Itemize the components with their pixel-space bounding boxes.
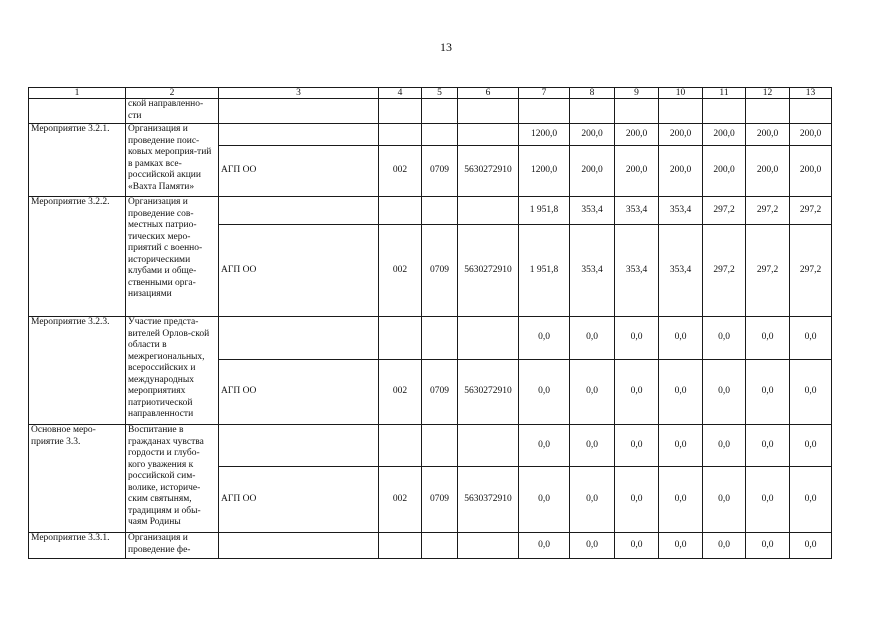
- value-cell: 0,0: [790, 317, 832, 360]
- code-cell: 002: [379, 225, 422, 317]
- executor-cell: [219, 124, 379, 146]
- value-cell: 0,0: [519, 317, 570, 360]
- activity-description: ской направленно-сти: [126, 99, 219, 124]
- header-cell: 3: [219, 88, 379, 99]
- code-cell: [458, 317, 519, 360]
- value-cell: 0,0: [615, 317, 659, 360]
- executor-cell: [219, 425, 379, 467]
- executor-cell: АГП ОО: [219, 360, 379, 425]
- code-cell: 5630372910: [458, 467, 519, 533]
- value-cell: 200,0: [703, 124, 746, 146]
- header-cell: 1: [29, 88, 126, 99]
- value-cell: 0,0: [519, 533, 570, 559]
- continuation-row: [29, 99, 832, 124]
- value-cell: 1200,0: [519, 146, 570, 197]
- page-number: 13: [440, 40, 452, 54]
- value-cell: 0,0: [519, 467, 570, 533]
- code-cell: [422, 197, 458, 225]
- value-cell: 0,0: [659, 467, 703, 533]
- value-cell: 200,0: [659, 146, 703, 197]
- executor-cell: АГП ОО: [219, 225, 379, 317]
- value-cell: 0,0: [615, 360, 659, 425]
- code-cell: 002: [379, 146, 422, 197]
- value-cell: 0,0: [746, 533, 790, 559]
- value-cell: 0,0: [659, 317, 703, 360]
- header-cell: 10: [659, 88, 703, 99]
- executor-cell: [219, 197, 379, 225]
- value-cell: 200,0: [790, 146, 832, 197]
- code-cell: 5630272910: [458, 146, 519, 197]
- value-cell: 0,0: [746, 360, 790, 425]
- value-cell: 353,4: [615, 225, 659, 317]
- executor-cell: [219, 533, 379, 559]
- activity-description: Участие предста-вителей Орлов-ской области в межрегиональных, всероссийских и международных мероприятиях патриотической направленности: [126, 317, 219, 425]
- value-cell: 200,0: [703, 146, 746, 197]
- value-cell: 0,0: [570, 467, 615, 533]
- value-cell: 353,4: [615, 197, 659, 225]
- header-cell: 11: [703, 88, 746, 99]
- header-cell: 7: [519, 88, 570, 99]
- value-cell: 297,2: [703, 225, 746, 317]
- cell: [422, 99, 458, 124]
- header-cell: 12: [746, 88, 790, 99]
- code-cell: 0709: [422, 360, 458, 425]
- value-cell: 297,2: [746, 197, 790, 225]
- cell: [519, 99, 570, 124]
- value-cell: 353,4: [570, 197, 615, 225]
- value-cell: 0,0: [570, 317, 615, 360]
- header-cell: 9: [615, 88, 659, 99]
- value-cell: 0,0: [790, 467, 832, 533]
- code-cell: [379, 425, 422, 467]
- value-cell: 0,0: [615, 533, 659, 559]
- value-cell: 0,0: [703, 317, 746, 360]
- code-cell: [379, 124, 422, 146]
- table-row: [29, 425, 832, 467]
- value-cell: 353,4: [659, 197, 703, 225]
- code-cell: [422, 425, 458, 467]
- value-cell: 353,4: [659, 225, 703, 317]
- cell: [570, 99, 615, 124]
- code-cell: [379, 197, 422, 225]
- value-cell: 200,0: [746, 146, 790, 197]
- code-cell: 0709: [422, 225, 458, 317]
- value-cell: 0,0: [746, 425, 790, 467]
- value-cell: 0,0: [519, 360, 570, 425]
- activity-code: Мероприятие 3.2.2.: [29, 197, 126, 317]
- code-cell: [422, 317, 458, 360]
- value-cell: 200,0: [615, 124, 659, 146]
- code-cell: [458, 533, 519, 559]
- value-cell: 200,0: [615, 146, 659, 197]
- value-cell: 297,2: [703, 197, 746, 225]
- cell: [790, 99, 832, 124]
- activity-description: Организация и проведение поис-ковых мероприя-тий в рамках все-российской акции «Вахта Памяти»: [126, 124, 219, 197]
- value-cell: 0,0: [615, 425, 659, 467]
- header-row: [29, 88, 832, 99]
- code-cell: [458, 124, 519, 146]
- value-cell: 0,0: [659, 360, 703, 425]
- budget-table: [28, 87, 832, 559]
- code-cell: [458, 425, 519, 467]
- code-cell: 5630272910: [458, 225, 519, 317]
- value-cell: 1 951,8: [519, 197, 570, 225]
- value-cell: 0,0: [746, 467, 790, 533]
- activity-code: Мероприятие 3.3.1.: [29, 533, 126, 559]
- cell: [458, 99, 519, 124]
- table-row: [29, 533, 832, 559]
- activity-code: Основное меро-приятие 3.3.: [29, 425, 126, 533]
- code-cell: 002: [379, 467, 422, 533]
- value-cell: 0,0: [615, 467, 659, 533]
- value-cell: 200,0: [570, 124, 615, 146]
- executor-cell: АГП ОО: [219, 467, 379, 533]
- cell: [615, 99, 659, 124]
- code-cell: 002: [379, 360, 422, 425]
- value-cell: 200,0: [659, 124, 703, 146]
- code-cell: [458, 197, 519, 225]
- cell: [29, 99, 126, 124]
- cell: [703, 99, 746, 124]
- value-cell: 0,0: [659, 425, 703, 467]
- value-cell: 200,0: [790, 124, 832, 146]
- value-cell: 0,0: [790, 360, 832, 425]
- executor-cell: АГП ОО: [219, 146, 379, 197]
- value-cell: 0,0: [790, 425, 832, 467]
- value-cell: 0,0: [746, 317, 790, 360]
- activity-description: Организация и проведение сов-местных патрио-тических меро-приятий с военно-историческими клубами и обще-ственными орга-низациями: [126, 197, 219, 317]
- value-cell: 0,0: [703, 360, 746, 425]
- code-cell: [379, 533, 422, 559]
- header-cell: 5: [422, 88, 458, 99]
- header-cell: 4: [379, 88, 422, 99]
- value-cell: 0,0: [570, 533, 615, 559]
- value-cell: 297,2: [790, 225, 832, 317]
- cell: [746, 99, 790, 124]
- value-cell: 0,0: [703, 425, 746, 467]
- table-row: [29, 317, 832, 360]
- activity-code: Мероприятие 3.2.1.: [29, 124, 126, 197]
- code-cell: 0709: [422, 146, 458, 197]
- value-cell: 353,4: [570, 225, 615, 317]
- activity-description: Воспитание в гражданах чувства гордости и глубо-кого уважения к российской сим-волике, историче-ским святыням, традициям и обы-чаям Родины: [126, 425, 219, 533]
- value-cell: 0,0: [703, 533, 746, 559]
- value-cell: 1 951,8: [519, 225, 570, 317]
- value-cell: 297,2: [790, 197, 832, 225]
- value-cell: 200,0: [746, 124, 790, 146]
- value-cell: 0,0: [519, 425, 570, 467]
- value-cell: 0,0: [703, 467, 746, 533]
- activity-description: Организация и проведение фе-: [126, 533, 219, 559]
- header-cell: 2: [126, 88, 219, 99]
- code-cell: 0709: [422, 467, 458, 533]
- table-row: [29, 124, 832, 146]
- value-cell: 0,0: [570, 360, 615, 425]
- header-cell: 13: [790, 88, 832, 99]
- value-cell: 0,0: [790, 533, 832, 559]
- cell: [659, 99, 703, 124]
- activity-code: Мероприятие 3.2.3.: [29, 317, 126, 425]
- code-cell: [422, 124, 458, 146]
- value-cell: 200,0: [570, 146, 615, 197]
- cell: [219, 99, 379, 124]
- value-cell: 297,2: [746, 225, 790, 317]
- executor-cell: [219, 317, 379, 360]
- cell: [379, 99, 422, 124]
- value-cell: 0,0: [570, 425, 615, 467]
- header-cell: 6: [458, 88, 519, 99]
- table-row: [29, 197, 832, 225]
- header-cell: 8: [570, 88, 615, 99]
- value-cell: 0,0: [659, 533, 703, 559]
- value-cell: 1200,0: [519, 124, 570, 146]
- code-cell: [422, 533, 458, 559]
- code-cell: 5630272910: [458, 360, 519, 425]
- code-cell: [379, 317, 422, 360]
